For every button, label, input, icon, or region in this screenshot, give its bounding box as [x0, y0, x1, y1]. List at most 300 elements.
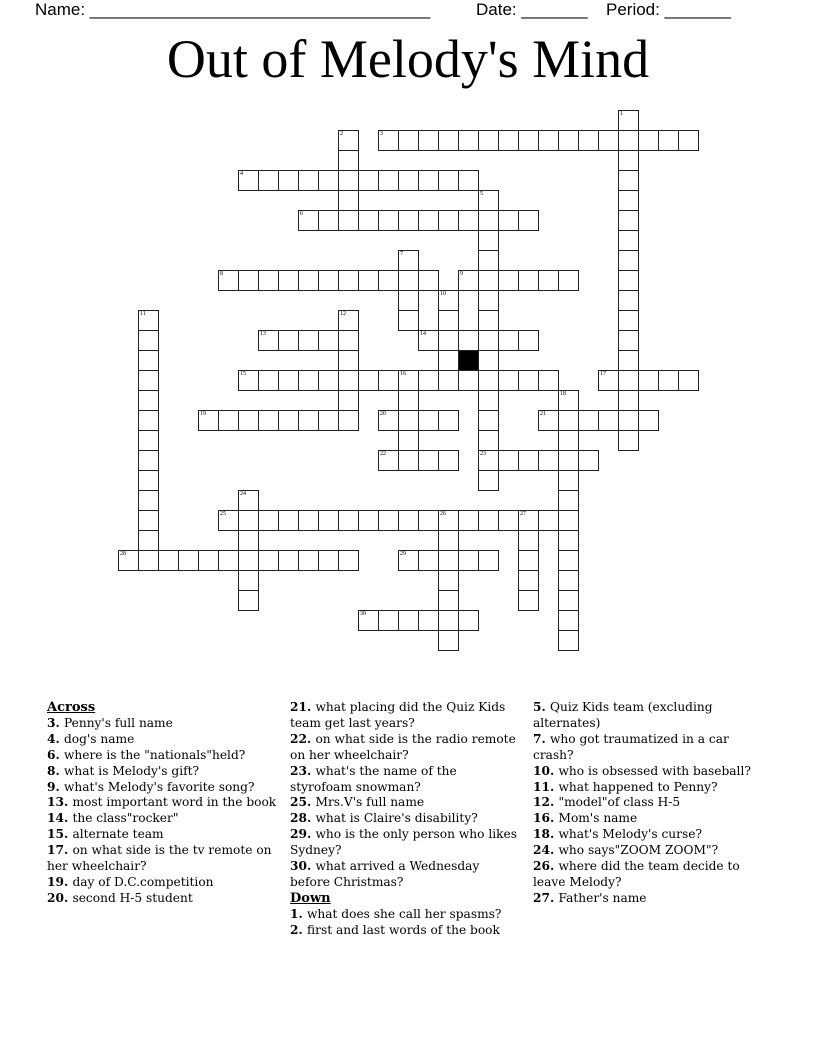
grid-cell[interactable]	[398, 130, 419, 151]
clue-number: 30	[360, 611, 366, 617]
grid-cell[interactable]	[278, 170, 299, 191]
grid-cell[interactable]	[318, 210, 339, 231]
grid-cell[interactable]	[398, 170, 419, 191]
grid-cell[interactable]	[298, 510, 319, 531]
clue-number-label: 30	[290, 859, 307, 874]
grid-cell[interactable]	[618, 390, 639, 411]
grid-cell[interactable]	[138, 530, 159, 551]
grid-cell[interactable]	[558, 470, 579, 491]
grid-cell[interactable]	[138, 310, 159, 331]
clue-number-dot: .	[55, 763, 64, 778]
grid-cell[interactable]	[438, 630, 459, 651]
grid-cell[interactable]	[478, 310, 499, 331]
grid-cell[interactable]	[318, 270, 339, 291]
grid-cell[interactable]	[478, 270, 499, 291]
grid-cell[interactable]	[258, 510, 279, 531]
grid-cell[interactable]	[298, 270, 319, 291]
clue-item	[533, 859, 765, 891]
grid-cell[interactable]	[478, 430, 499, 451]
grid-cell[interactable]	[138, 370, 159, 391]
clue-number: 6	[300, 211, 303, 217]
grid-cell[interactable]	[498, 330, 519, 351]
grid-cell[interactable]	[518, 270, 539, 291]
clue-item	[533, 700, 765, 732]
grid-cell[interactable]	[638, 370, 659, 391]
clue-number: 23	[480, 451, 486, 457]
clue-number-label: 12	[533, 795, 550, 810]
grid-cell[interactable]	[518, 450, 539, 471]
clue-number: 5	[480, 191, 483, 197]
clue-number: 22	[380, 451, 386, 457]
grid-cell[interactable]	[238, 410, 259, 431]
clue-item	[290, 907, 522, 923]
clue-text: what's the name of the styrofoam snowman?	[290, 763, 457, 794]
grid-cell[interactable]	[558, 550, 579, 571]
grid-cell[interactable]	[138, 430, 159, 451]
grid-cell[interactable]	[398, 410, 419, 431]
grid-cell[interactable]	[538, 510, 559, 531]
clue-text: Quiz Kids team (excluding alternates)	[533, 700, 713, 730]
clue-item	[533, 795, 765, 811]
clue-text: what placing did the Quiz Kids team get last years?	[290, 700, 506, 730]
grid-cell[interactable]	[438, 310, 459, 331]
clue-number-label: 25	[290, 795, 307, 810]
clue-number: 7	[400, 251, 403, 257]
grid-cell[interactable]	[618, 210, 639, 231]
grid-cell[interactable]	[438, 370, 459, 391]
grid-cell[interactable]	[238, 570, 259, 591]
clue-number: 13	[260, 331, 266, 337]
clue-text: Mom's name	[558, 811, 638, 826]
grid-cell[interactable]	[638, 130, 659, 151]
grid-cell[interactable]	[458, 270, 479, 291]
grid-cell[interactable]	[478, 470, 499, 491]
clue-text: what does she call her spasms?	[306, 906, 502, 921]
clue-number-label: 2	[290, 922, 299, 937]
grid-cell[interactable]	[498, 270, 519, 291]
grid-cell[interactable]	[418, 450, 439, 471]
grid-cell[interactable]	[258, 550, 279, 571]
grid-cell[interactable]	[598, 370, 619, 391]
grid-cell[interactable]	[658, 370, 679, 391]
grid-cell[interactable]	[238, 510, 259, 531]
grid-cell[interactable]	[398, 210, 419, 231]
grid-cell[interactable]	[438, 350, 459, 371]
grid-cell[interactable]	[238, 590, 259, 611]
grid-cell[interactable]	[258, 170, 279, 191]
grid-cell[interactable]	[318, 370, 339, 391]
grid-cell[interactable]	[138, 470, 159, 491]
grid-cell[interactable]	[158, 550, 179, 571]
clue-number-label: 20	[47, 890, 64, 905]
grid-cell[interactable]	[238, 490, 259, 511]
clue-text: where is the "nationals"held?	[63, 747, 246, 762]
grid-cell[interactable]	[638, 410, 659, 431]
grid-cell[interactable]	[178, 550, 199, 571]
grid-cell[interactable]	[618, 150, 639, 171]
grid-cell[interactable]	[578, 450, 599, 471]
grid-cell[interactable]	[238, 550, 259, 571]
grid-cell[interactable]	[418, 330, 439, 351]
grid-cell[interactable]	[298, 330, 319, 351]
grid-cell[interactable]	[398, 250, 419, 271]
clue-number: 17	[600, 371, 606, 377]
grid-cell[interactable]	[618, 230, 639, 251]
grid-cell[interactable]	[518, 550, 539, 571]
grid-cell[interactable]	[478, 370, 499, 391]
grid-cell[interactable]	[558, 270, 579, 291]
grid-cell[interactable]	[338, 170, 359, 191]
grid-cell[interactable]	[558, 590, 579, 611]
clue-number-dot: .	[549, 843, 559, 858]
clue-text: most important word in the book	[72, 795, 277, 810]
grid-cell[interactable]	[458, 370, 479, 391]
grid-cell[interactable]	[218, 510, 239, 531]
grid-cell[interactable]	[558, 130, 579, 151]
grid-cell[interactable]	[438, 330, 459, 351]
grid-cell[interactable]	[358, 370, 379, 391]
clue-number: 29	[400, 551, 406, 557]
grid-cell[interactable]	[518, 130, 539, 151]
grid-cell[interactable]	[618, 190, 639, 211]
grid-cell[interactable]	[438, 290, 459, 311]
grid-cell[interactable]	[558, 570, 579, 591]
grid-cell[interactable]	[358, 610, 379, 631]
grid-cell[interactable]	[438, 210, 459, 231]
clue-number-label: 28	[290, 811, 307, 826]
grid-cell[interactable]	[138, 350, 159, 371]
grid-cell[interactable]	[558, 610, 579, 631]
grid-cell[interactable]	[338, 130, 359, 151]
clue-number-dot: .	[306, 811, 316, 826]
grid-cell[interactable]	[358, 210, 379, 231]
grid-cell[interactable]	[278, 510, 299, 531]
grid-cell[interactable]	[518, 370, 539, 391]
date-field[interactable]: Date: _______	[476, 0, 588, 19]
grid-cell[interactable]	[578, 130, 599, 151]
grid-cell[interactable]	[618, 310, 639, 331]
grid-cell[interactable]	[678, 370, 699, 391]
clue-number-dot: .	[63, 890, 73, 905]
grid-cell[interactable]	[558, 450, 579, 471]
grid-cell[interactable]	[138, 510, 159, 531]
grid-cell[interactable]	[358, 270, 379, 291]
grid-cell[interactable]	[478, 190, 499, 211]
grid-cell[interactable]	[238, 370, 259, 391]
grid-cell[interactable]	[458, 610, 479, 631]
grid-cell[interactable]	[458, 170, 479, 191]
clue-item	[533, 843, 765, 859]
grid-cell[interactable]	[338, 510, 359, 531]
grid-cell[interactable]	[618, 170, 639, 191]
grid-cell[interactable]	[478, 550, 499, 571]
clue-number: 12	[340, 311, 346, 317]
grid-cell[interactable]	[498, 450, 519, 471]
grid-cell[interactable]	[558, 390, 579, 411]
grid-cell[interactable]	[338, 350, 359, 371]
grid-cell[interactable]	[458, 130, 479, 151]
grid-cell[interactable]	[378, 210, 399, 231]
grid-cell[interactable]	[478, 230, 499, 251]
grid-cell[interactable]	[598, 130, 619, 151]
grid-cell[interactable]	[138, 390, 159, 411]
grid-cell[interactable]	[498, 370, 519, 391]
grid-cell[interactable]	[298, 210, 319, 231]
grid-cell[interactable]	[398, 450, 419, 471]
grid-cell[interactable]	[618, 330, 639, 351]
grid-cell[interactable]	[138, 330, 159, 351]
clue-text: on what side is the radio remote on her wheelchair?	[290, 731, 516, 762]
grid-cell[interactable]	[438, 410, 459, 431]
grid-cell[interactable]	[238, 530, 259, 551]
grid-cell[interactable]	[478, 410, 499, 431]
grid-cell[interactable]	[598, 410, 619, 431]
grid-cell[interactable]	[418, 410, 439, 431]
grid-cell[interactable]	[398, 610, 419, 631]
grid-cell[interactable]	[278, 270, 299, 291]
clue-number-label: 13	[47, 795, 64, 810]
grid-cell[interactable]	[278, 550, 299, 571]
grid-cell[interactable]	[418, 370, 439, 391]
clue-text: first and last words of the book	[306, 922, 500, 937]
grid-cell[interactable]	[478, 210, 499, 231]
grid-cell[interactable]	[218, 550, 239, 571]
clue-text: Mrs.V's full name	[315, 795, 425, 810]
grid-cell[interactable]	[458, 550, 479, 571]
grid-cell[interactable]	[198, 410, 219, 431]
grid-cell[interactable]	[338, 390, 359, 411]
grid-cell[interactable]	[338, 270, 359, 291]
grid-cell[interactable]	[618, 130, 639, 151]
grid-cell[interactable]	[418, 510, 439, 531]
grid-cell[interactable]	[538, 130, 559, 151]
grid-cell[interactable]	[298, 410, 319, 431]
grid-cell[interactable]	[378, 170, 399, 191]
grid-cell[interactable]	[618, 410, 639, 431]
grid-cell[interactable]	[398, 290, 419, 311]
grid-cell[interactable]	[338, 330, 359, 351]
grid-cell[interactable]	[418, 170, 439, 191]
grid-cell[interactable]	[558, 430, 579, 451]
grid-cell[interactable]	[478, 510, 499, 531]
clue-number-dot: .	[63, 827, 73, 842]
grid-cell[interactable]	[298, 370, 319, 391]
clue-number-dot: .	[306, 700, 316, 714]
grid-cell[interactable]	[558, 630, 579, 651]
grid-cell[interactable]	[478, 350, 499, 371]
grid-cell[interactable]	[278, 330, 299, 351]
clue-number-dot: .	[63, 874, 73, 889]
crossword-grid	[118, 110, 718, 670]
clue-item	[533, 780, 765, 796]
clue-number-dot: .	[549, 779, 559, 794]
clue-text: who got traumatized in a car crash?	[533, 731, 729, 762]
clue-number-dot: .	[541, 731, 550, 746]
clue-item	[47, 748, 279, 764]
grid-cell[interactable]	[378, 410, 399, 431]
grid-cell[interactable]	[678, 130, 699, 151]
grid-cell[interactable]	[378, 510, 399, 531]
grid-cell[interactable]	[618, 290, 639, 311]
clue-number-dot: .	[549, 890, 559, 905]
grid-cell[interactable]	[398, 310, 419, 331]
grid-cell[interactable]	[318, 330, 339, 351]
grid-cell[interactable]	[498, 130, 519, 151]
grid-cell[interactable]	[218, 410, 239, 431]
grid-cell[interactable]	[138, 410, 159, 431]
clue-item	[290, 795, 522, 811]
grid-cell[interactable]	[558, 410, 579, 431]
grid-cell[interactable]	[518, 510, 539, 531]
grid-cell[interactable]	[298, 170, 319, 191]
clue-item	[47, 780, 279, 796]
grid-cell[interactable]	[458, 210, 479, 231]
grid-cell[interactable]	[478, 290, 499, 311]
grid-cell[interactable]	[438, 570, 459, 591]
grid-cell[interactable]	[578, 410, 599, 431]
grid-cell[interactable]	[438, 550, 459, 571]
grid-cell[interactable]	[138, 450, 159, 471]
grid-cell[interactable]	[378, 450, 399, 471]
grid-cell[interactable]	[398, 510, 419, 531]
grid-cell[interactable]	[538, 410, 559, 431]
grid-cell[interactable]	[358, 170, 379, 191]
grid-cell[interactable]	[418, 550, 439, 571]
grid-cell[interactable]	[218, 270, 239, 291]
grid-cell[interactable]	[138, 550, 159, 571]
grid-cell[interactable]	[478, 390, 499, 411]
grid-cell[interactable]	[518, 330, 539, 351]
grid-cell[interactable]	[398, 370, 419, 391]
name-field[interactable]: Name: ____________________________________	[35, 0, 431, 19]
clue-number: 3	[380, 131, 383, 137]
clue-number: 27	[520, 511, 526, 517]
grid-cell[interactable]	[498, 210, 519, 231]
grid-cell[interactable]	[278, 370, 299, 391]
grid-cell[interactable]	[258, 410, 279, 431]
grid-cell[interactable]	[438, 170, 459, 191]
grid-cell[interactable]	[318, 510, 339, 531]
down-heading: Down	[290, 890, 331, 906]
grid-cell[interactable]	[518, 570, 539, 591]
grid-cell[interactable]	[398, 390, 419, 411]
grid-cell[interactable]	[478, 130, 499, 151]
grid-cell[interactable]	[478, 250, 499, 271]
grid-cell[interactable]	[418, 610, 439, 631]
grid-cell[interactable]	[338, 150, 359, 171]
grid-cell[interactable]	[498, 510, 519, 531]
clue-number: 10	[440, 291, 446, 297]
grid-cell[interactable]	[318, 170, 339, 191]
clue-number-label: 23	[290, 763, 307, 778]
grid-cell[interactable]	[418, 130, 439, 151]
grid-cell[interactable]	[278, 410, 299, 431]
grid-cell[interactable]	[558, 490, 579, 511]
grid-cell[interactable]	[358, 510, 379, 531]
grid-cell[interactable]	[258, 270, 279, 291]
grid-cell[interactable]	[438, 610, 459, 631]
clue-text: what is Melody's gift?	[63, 763, 200, 778]
clue-number-dot: .	[306, 859, 316, 874]
clue-item	[290, 859, 522, 891]
grid-cell[interactable]	[618, 270, 639, 291]
grid-cell[interactable]	[558, 530, 579, 551]
grid-cell[interactable]	[618, 250, 639, 271]
grid-cell[interactable]	[518, 210, 539, 231]
grid-cell[interactable]	[378, 270, 399, 291]
grid-cell[interactable]	[398, 550, 419, 571]
clue-column-1	[47, 700, 279, 907]
grid-cell[interactable]	[298, 550, 319, 571]
period-field[interactable]: Period: _______	[606, 0, 731, 19]
grid-cell[interactable]	[518, 530, 539, 551]
grid-cell[interactable]	[558, 510, 579, 531]
clue-item	[47, 843, 279, 875]
clue-number-label: 7	[533, 731, 542, 746]
grid-cell[interactable]	[378, 130, 399, 151]
grid-cell[interactable]	[438, 510, 459, 531]
grid-cell[interactable]	[258, 330, 279, 351]
grid-cell[interactable]	[338, 550, 359, 571]
grid-cell[interactable]	[538, 370, 559, 391]
clue-number-dot: .	[55, 715, 64, 730]
grid-cell[interactable]	[458, 510, 479, 531]
grid-cell[interactable]	[318, 410, 339, 431]
clue-number-label: 5	[533, 700, 542, 714]
clue-number-dot: .	[63, 843, 73, 858]
grid-cell[interactable]	[418, 270, 439, 291]
grid-cell[interactable]	[198, 550, 219, 571]
grid-cell[interactable]	[398, 430, 419, 451]
grid-cell[interactable]	[338, 410, 359, 431]
grid-cell[interactable]	[378, 370, 399, 391]
grid-cell[interactable]	[138, 490, 159, 511]
grid-cell[interactable]	[658, 130, 679, 151]
clue-item	[290, 764, 522, 796]
grid-cell[interactable]	[458, 330, 479, 351]
grid-cell[interactable]	[398, 270, 419, 291]
grid-cell[interactable]	[438, 530, 459, 551]
grid-cell[interactable]	[318, 550, 339, 571]
grid-cell[interactable]	[118, 550, 139, 571]
grid-cell[interactable]	[338, 370, 359, 391]
grid-cell[interactable]	[538, 270, 559, 291]
grid-cell[interactable]	[478, 330, 499, 351]
grid-cell[interactable]	[258, 370, 279, 391]
grid-cell[interactable]	[618, 350, 639, 371]
grid-cell[interactable]	[478, 450, 499, 471]
grid-cell[interactable]	[238, 170, 259, 191]
grid-cell[interactable]	[338, 190, 359, 211]
grid-cell[interactable]	[618, 110, 639, 131]
grid-cell[interactable]	[438, 130, 459, 151]
clue-column-3	[533, 700, 765, 907]
grid-cell[interactable]	[418, 210, 439, 231]
grid-cell[interactable]	[618, 370, 639, 391]
grid-cell[interactable]	[238, 270, 259, 291]
grid-cell[interactable]	[438, 590, 459, 611]
clue-number: 28	[120, 551, 126, 557]
clue-number-dot: .	[549, 795, 559, 810]
grid-cell[interactable]	[438, 450, 459, 471]
grid-cell[interactable]	[378, 610, 399, 631]
grid-cell[interactable]	[618, 430, 639, 451]
clue-text: where did the team decide to leave Melody?	[533, 859, 740, 889]
grid-cell[interactable]	[538, 450, 559, 471]
grid-cell[interactable]	[518, 590, 539, 611]
grid-cell[interactable]	[338, 310, 359, 331]
grid-cell[interactable]	[338, 210, 359, 231]
